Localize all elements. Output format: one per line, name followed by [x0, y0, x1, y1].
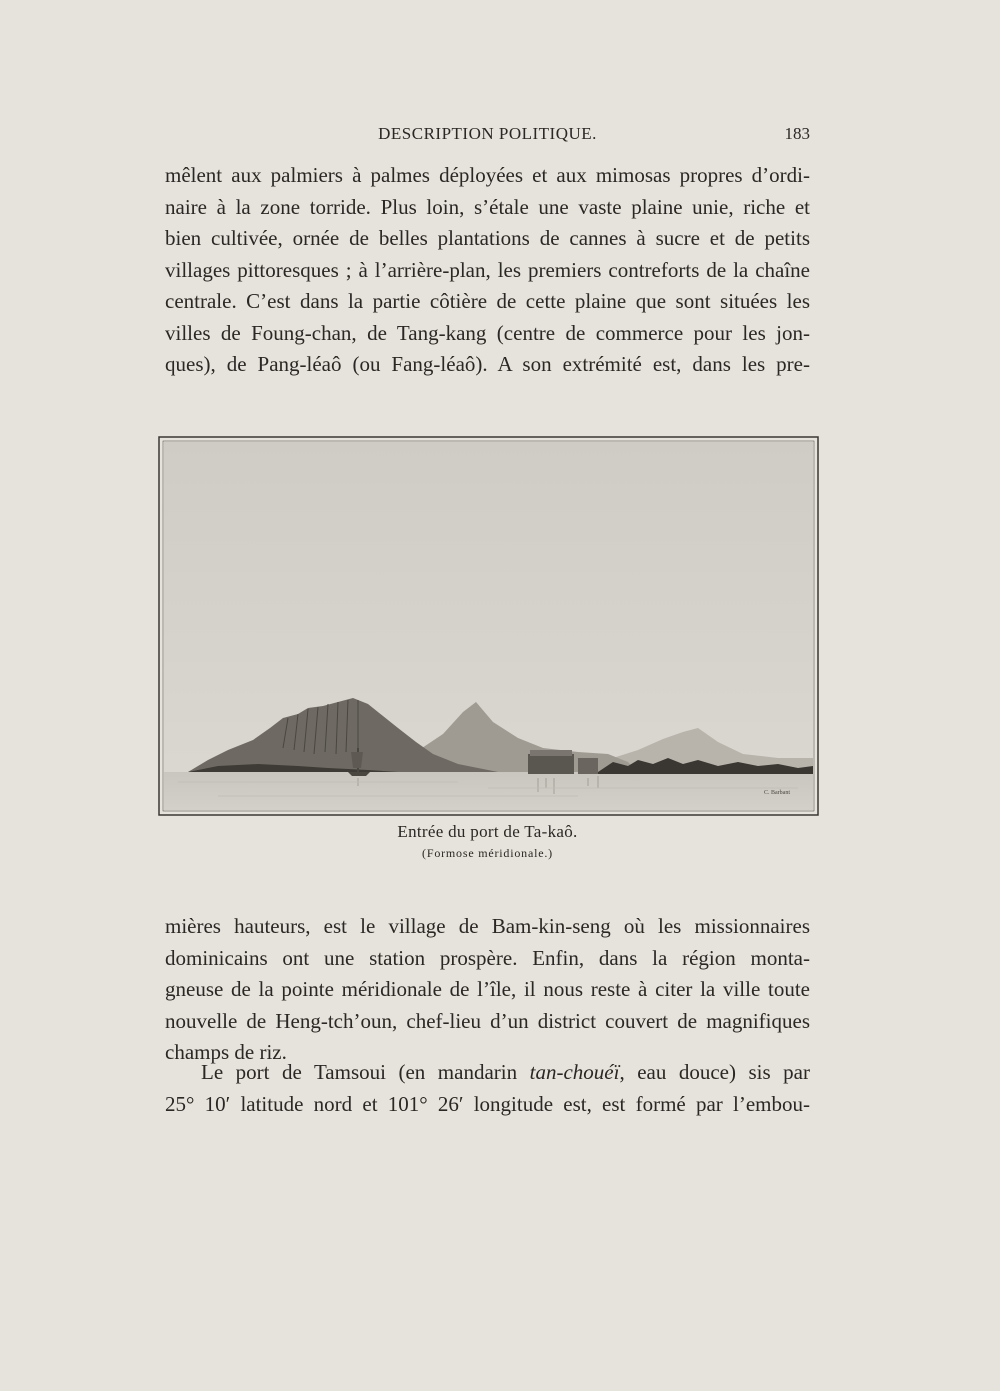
text-line: mêlent aux palmiers à palmes déployées et aux mimosas propres d’ordi-	[165, 163, 810, 187]
text-line: nouvelle de Heng-tch’oun, chef-lieu d’un district couvert de magnifiques	[165, 1008, 810, 1033]
engraver-signature: C. Barbant	[764, 790, 790, 796]
italic-term: tan-chouéï	[529, 1060, 620, 1084]
text-line: centrale. C’est dans la partie côtière de cette plaine que sont situées les	[165, 289, 810, 313]
paragraph-1	[165, 160, 810, 381]
caption-title: Entrée du port de Ta-kaô.	[397, 822, 578, 841]
text-line: bien cultivée, ornée de belles plantations de cannes à sucre et de petits	[165, 226, 810, 250]
text-line: champs de riz.	[165, 1040, 287, 1064]
running-title: DESCRIPTION POLITIQUE.	[378, 124, 597, 143]
text-line: 25° 10′ latitude nord et 101° 26′ longitude est, est formé par l’embou-	[165, 1091, 810, 1116]
paragraph-2	[165, 911, 810, 1069]
text-line: villages pittoresques ; à l’arrière-plan, les premiers contreforts de la chaîne	[165, 257, 810, 282]
text-line: gneuse de la pointe méridionale de l’île, il nous reste à citer la ville toute	[165, 977, 810, 1001]
caption-subtitle: (Formose méridionale.)	[422, 846, 553, 860]
page-number: 183	[784, 124, 810, 143]
text-line: dominicains ont une station prospère. Enfin, dans la région monta-	[165, 945, 810, 970]
text-segment: , eau douce) sis par	[619, 1060, 810, 1084]
text-line	[165, 1057, 810, 1089]
text-line: naire à la zone torride. Plus loin, s’étale une vaste plaine unie, riche et	[165, 194, 810, 219]
running-header	[165, 122, 810, 148]
text-line: mières hauteurs, est le village de Bam-kin-seng où les missionnaires	[165, 914, 810, 938]
figure-caption	[165, 822, 810, 861]
engraving-illustration	[158, 436, 819, 816]
paragraph-3	[165, 1057, 810, 1120]
text-segment: Le port de Tamsoui (en mandarin	[201, 1060, 530, 1084]
text-line: ques), de Pang-léaô (ou Fang-léaô). A son extrémité est, dans les pre-	[165, 352, 810, 376]
text-line: villes de Foung-chan, de Tang-kang (centre de commerce pour les jon-	[165, 320, 810, 345]
